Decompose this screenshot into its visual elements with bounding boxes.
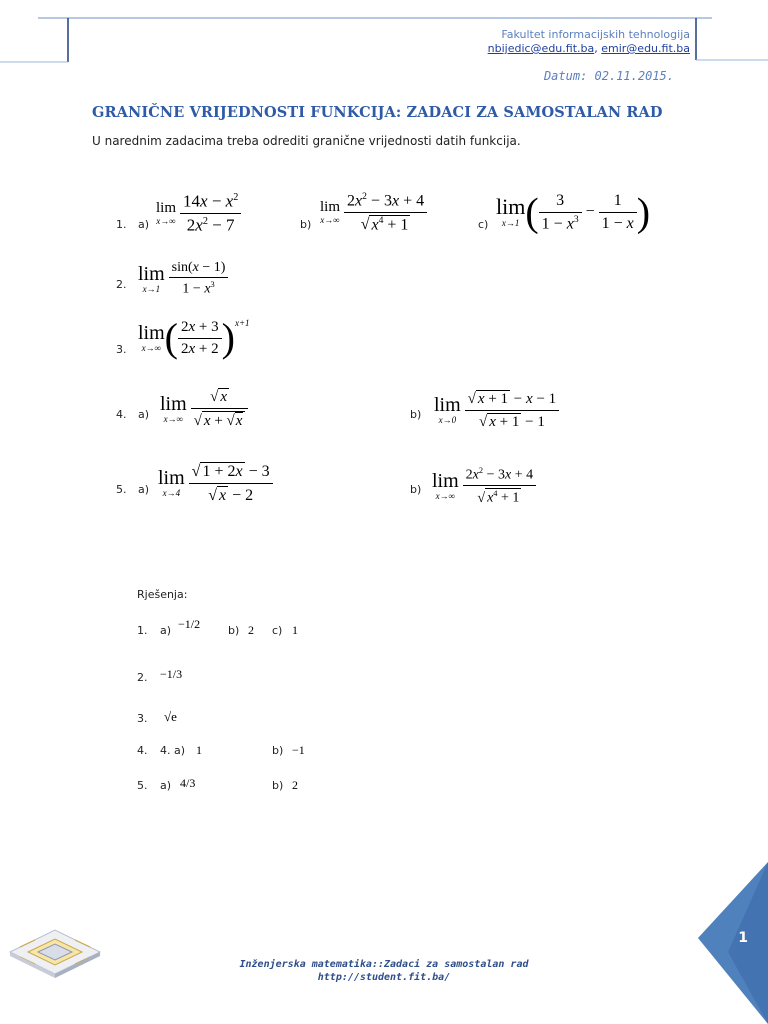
problem-5b-label: b) [410,483,422,496]
solution-5b-value: 2 [292,778,298,792]
solution-5a-label: a) [160,779,172,792]
page-number: 1 [738,930,748,946]
problem-2-number: 2. [116,278,127,291]
solution-5-number: 5. [137,779,148,792]
solution-4a-value: 1 [196,743,202,757]
problem-5a-formula: lim x→4 $\frac{√ 1 + 2x - 3}{√ x - 2}$ [158,462,273,504]
solution-1b-value: 2 [248,623,254,637]
solution-3-number: 3. [137,712,148,725]
problem-4b-label: b) [410,408,422,421]
email-separator: , [594,42,598,55]
solution-1a-value: −1/2 [178,617,201,631]
solution-1a-label: a) [160,624,172,637]
problem-1b-formula: lim x→∞ $\frac{2x^2 - 3x + 4}{√ x^4 + 1}$ [320,192,427,234]
page-title: GRANIČNE VRIJEDNOSTI FUNKCIJA: ZADACI ZA SAMOSTALAN RAD [92,104,663,121]
problem-1-number: 1. [116,218,127,231]
solution-5a-value: 4/3 [180,776,196,790]
email-link-nbijedic[interactable]: nbijedic@edu.fit.ba [487,42,595,55]
solutions-heading: Rješenja: [137,588,188,601]
problem-2-formula: lim x→1 $\frac{\sin(x - 1)}{1 - x^3}$ [138,260,228,297]
solution-1-number: 1. [137,624,148,637]
problem-5b-formula: lim x→∞ $\frac{2x^2 - 3x + 4}{√ x^4 + 1}$ [432,466,536,506]
header-contact [488,28,690,56]
solution-5b-label: b) [272,779,284,792]
intro-text: U narednim zadacima treba odrediti granične vrijednosti datih funkcija. [92,134,521,148]
footer-url[interactable]: http://student.fit.ba/ [317,972,451,983]
solution-1c-label: c) [272,624,283,637]
solution-4-number: 4. [137,744,148,757]
problem-5-number: 5. [116,483,127,496]
problem-4a-formula: lim x→∞ $\frac{√ x}{√ x + √x}$ [160,388,248,429]
problem-1a-label: a) [138,218,150,231]
document-date: Datum: 02.11.2015. [543,69,674,83]
problem-5a-label: a) [138,483,150,496]
solution-3-value: √e [164,709,177,724]
solution-2-number: 2. [137,671,148,684]
problem-1b-label: b) [300,218,312,231]
page-corner-triangle [668,862,768,1024]
solution-2-value: −1/3 [160,667,183,681]
problem-4a-label: a) [138,408,150,421]
solution-4a-label: 4. a) [160,744,186,757]
problem-3-formula: lim x→∞ ( $\frac{2x + 3}{2x + 2}$ )$^{x+1}$ [138,315,250,360]
problem-3-number: 3. [116,343,127,356]
solution-4b-label: b) [272,744,284,757]
solution-1b-label: b) [228,624,240,637]
page-footer [0,958,768,984]
email-link-emir[interactable]: emir@edu.fit.ba [601,42,690,55]
problem-4-number: 4. [116,408,127,421]
solution-1c-value: 1 [292,623,298,637]
problem-4b-formula: lim x→0 $\frac{√ x + 1 - x - 1}{√ x + 1 - 1}$ [434,390,559,430]
footer-course-title: Inženjerska matematika::Zadaci za samostalan rad [239,959,529,970]
problem-1a-formula: lim x→∞ $\frac{14x - x^2}{2x^2 - 7}$ [156,192,241,236]
problem-1c-formula: lim x→1 ( $\frac{3}{1 - x^3}$ − $\frac{1}{1 - x}$ ) [496,189,651,235]
institution-name: Fakultet informacijskih tehnologija [501,28,690,41]
solution-4b-value: −1 [292,743,305,757]
problem-1c-label: c) [478,218,489,231]
